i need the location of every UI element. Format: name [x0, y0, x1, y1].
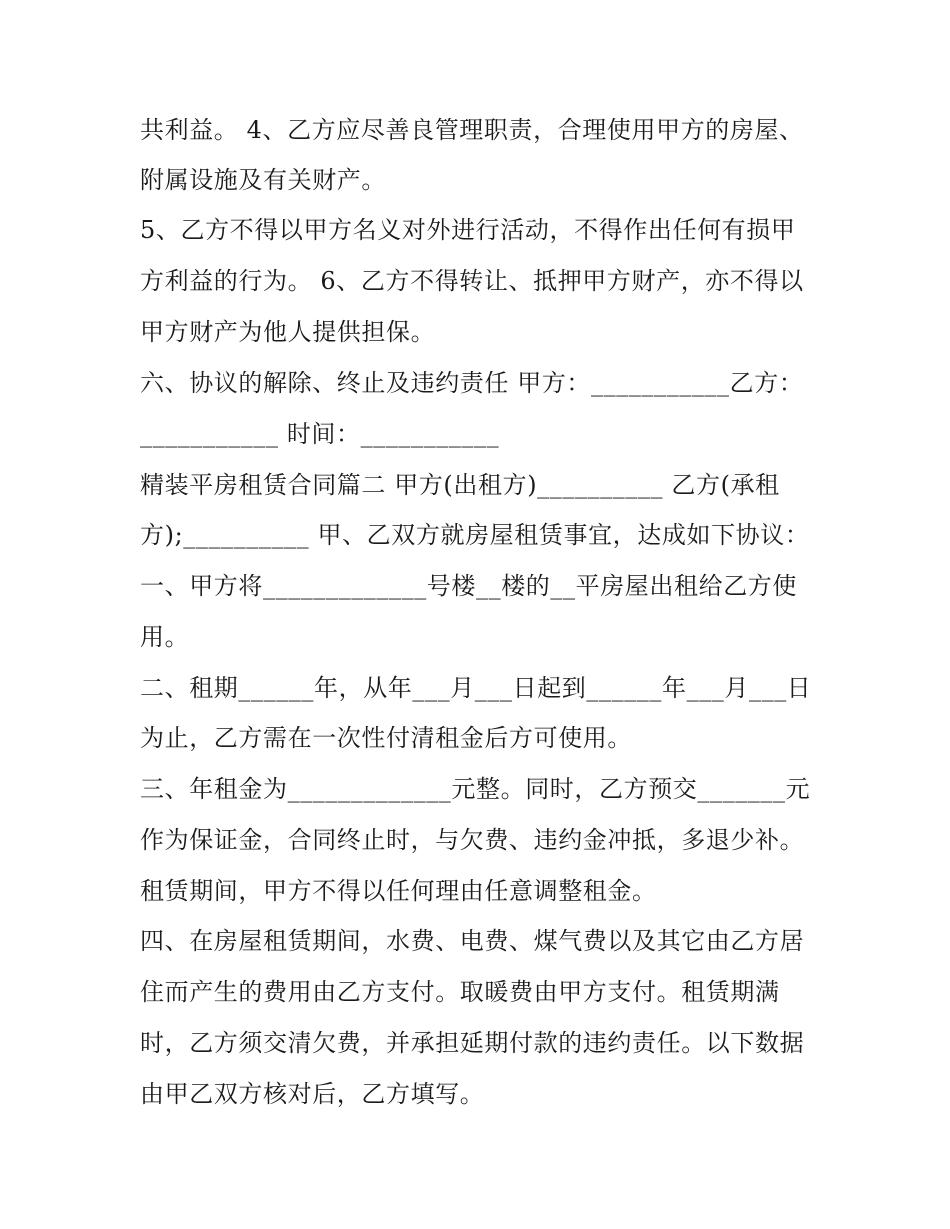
text-line: 附属设施及有关财产。 — [140, 166, 386, 194]
text-line: ___________ 时间：___________ — [140, 420, 500, 448]
text-line: 用。 — [140, 623, 190, 651]
text-line: 5、乙方不得以甲方名义对外进行活动，不得作出任何有损甲 — [140, 216, 796, 244]
text-line: 共利益。 4、乙方应尽善良管理职责，合理使用甲方的房屋、 — [140, 116, 804, 144]
text-line: 精装平房租赁合同篇二 甲方(出租方)__________ 乙方(承租 — [140, 471, 780, 499]
text-line: 由甲乙双方核对后，乙方填写。 — [140, 1080, 485, 1108]
text-line: 为止，乙方需在一次性付清租金后方可使用。 — [140, 724, 632, 752]
text-line: 甲方财产为他人提供担保。 — [140, 318, 436, 346]
text-line: 二、租期______年，从年___月___日起到______年___月___日 — [140, 674, 812, 702]
text-line: 租赁期间，甲方不得以任何理由任意调整租金。 — [140, 877, 657, 905]
text-line: 方利益的行为。 6、乙方不得转让、抵押甲方财产，亦不得以 — [140, 267, 804, 295]
text-line: 四、在房屋租赁期间，水费、电费、煤气费以及其它由乙方居 — [140, 927, 805, 955]
text-line: 作为保证金，合同终止时，与欠费、违约金冲抵，多退少补。 — [140, 826, 805, 854]
text-line: 住而产生的费用由乙方支付。取暖费由甲方支付。租赁期满 — [140, 978, 780, 1006]
text-line: 六、协议的解除、终止及违约责任 甲方：___________乙方： — [140, 369, 804, 397]
text-line: 一、甲方将_____________号楼__楼的__平房屋出租给乙方使 — [140, 572, 797, 600]
text-line: 方);__________ 甲、乙双方就房屋租赁事宜，达成如下协议： — [140, 521, 810, 549]
text-line: 三、年租金为_____________元整。同时，乙方预交_______元 — [140, 775, 811, 803]
text-line: 时，乙方须交清欠费，并承担延期付款的违约责任。以下数据 — [140, 1029, 805, 1057]
